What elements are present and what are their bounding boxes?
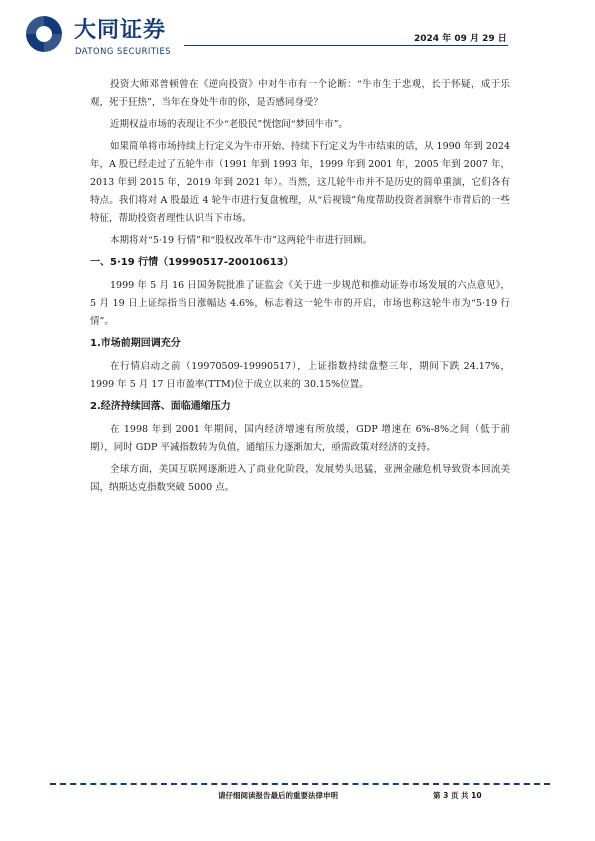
paragraph: 投资大师邓普顿曾在《逆向投资》中对牛市有一个论断：“牛市生于悲观，长于怀疑，成于乐观，死于狂热”，当年在身处牛市的你，是否感同身受？	[90, 79, 510, 108]
page-header	[0, 0, 595, 60]
main-content	[90, 76, 510, 501]
paragraph: 在行情启动之前（19970509-19990517），上证指数持续盘整三年，期间下跌 24.17%，1999 年 5 月 17 日市盈率(TTM)位于成立以来的 30.15%位置。	[90, 361, 510, 390]
paragraph: 1999 年 5 月 16 日国务院批准了证监会《关于进一步规范和推动证券市场发展的六点意见》，5 月 19 日上证综指当日涨幅达 4.6%，标志着这一轮牛市的开启，市场也称这轮牛市为“5·19 行情”。	[90, 280, 510, 327]
brand-name-cn: 大同证券	[74, 18, 167, 43]
section-heading: 一、5·19 行情（19990517-20010613）	[90, 257, 294, 268]
brand-name-en: DATONG SECURITIES	[75, 46, 172, 56]
paragraph: 本期将对“5·19 行情”和“股权改革牛市”这两轮牛市进行回顾。	[110, 235, 373, 246]
paragraph: 近期权益市场的表现让不少“老股民”恍惚间“梦回牛市”。	[110, 119, 348, 130]
paragraph: 在 1998 年到 2001 年期间，国内经济增速有所放缓，GDP 增速在 6%-8%之间（低于前期），同时 GDP 平减指数转为负值，通缩压力逐渐加大，亟需政策对经济的支持。	[90, 424, 510, 453]
footer-divider	[50, 783, 550, 785]
paragraph: 如果简单将市场持续上行定义为牛市开始、持续下行定义为牛市结束的话，从 1990 年到 2024 年，A 股已经走过了五轮牛市（1991 年到 1993 年，1999 年到 2001 年，2005 年到 2007 年，2013 年到 2015 年，2019 年到 2021 年）。当然，这几轮牛市并不是历史的简单重演，它们各有特点。我们将对 A 股最近 4 轮牛市进行复盘梳理，从“后视镜”角度帮助投资者洞察牛市背后的一些特征，帮助投资者理性认识当下市场。	[90, 141, 510, 224]
subsection-heading: 2.经济持续回落、面临通缩压力	[90, 401, 231, 412]
page-number: 第 3 页 共 10	[433, 791, 482, 800]
paragraph: 全球方面，美国互联网逐渐进入了商业化阶段，发展势头迅猛，亚洲金融危机导致资本回流美国，纳斯达克指数突破 5000 点。	[90, 464, 510, 493]
report-date: 2024 年 09 月 29 日	[414, 34, 507, 44]
footer-disclaimer: 请仔细阅读报告最后的重要法律申明	[218, 791, 338, 800]
subsection-heading: 1.市场前期回调充分	[90, 338, 181, 349]
header-divider	[184, 45, 508, 46]
datong-logo-icon	[22, 14, 66, 54]
